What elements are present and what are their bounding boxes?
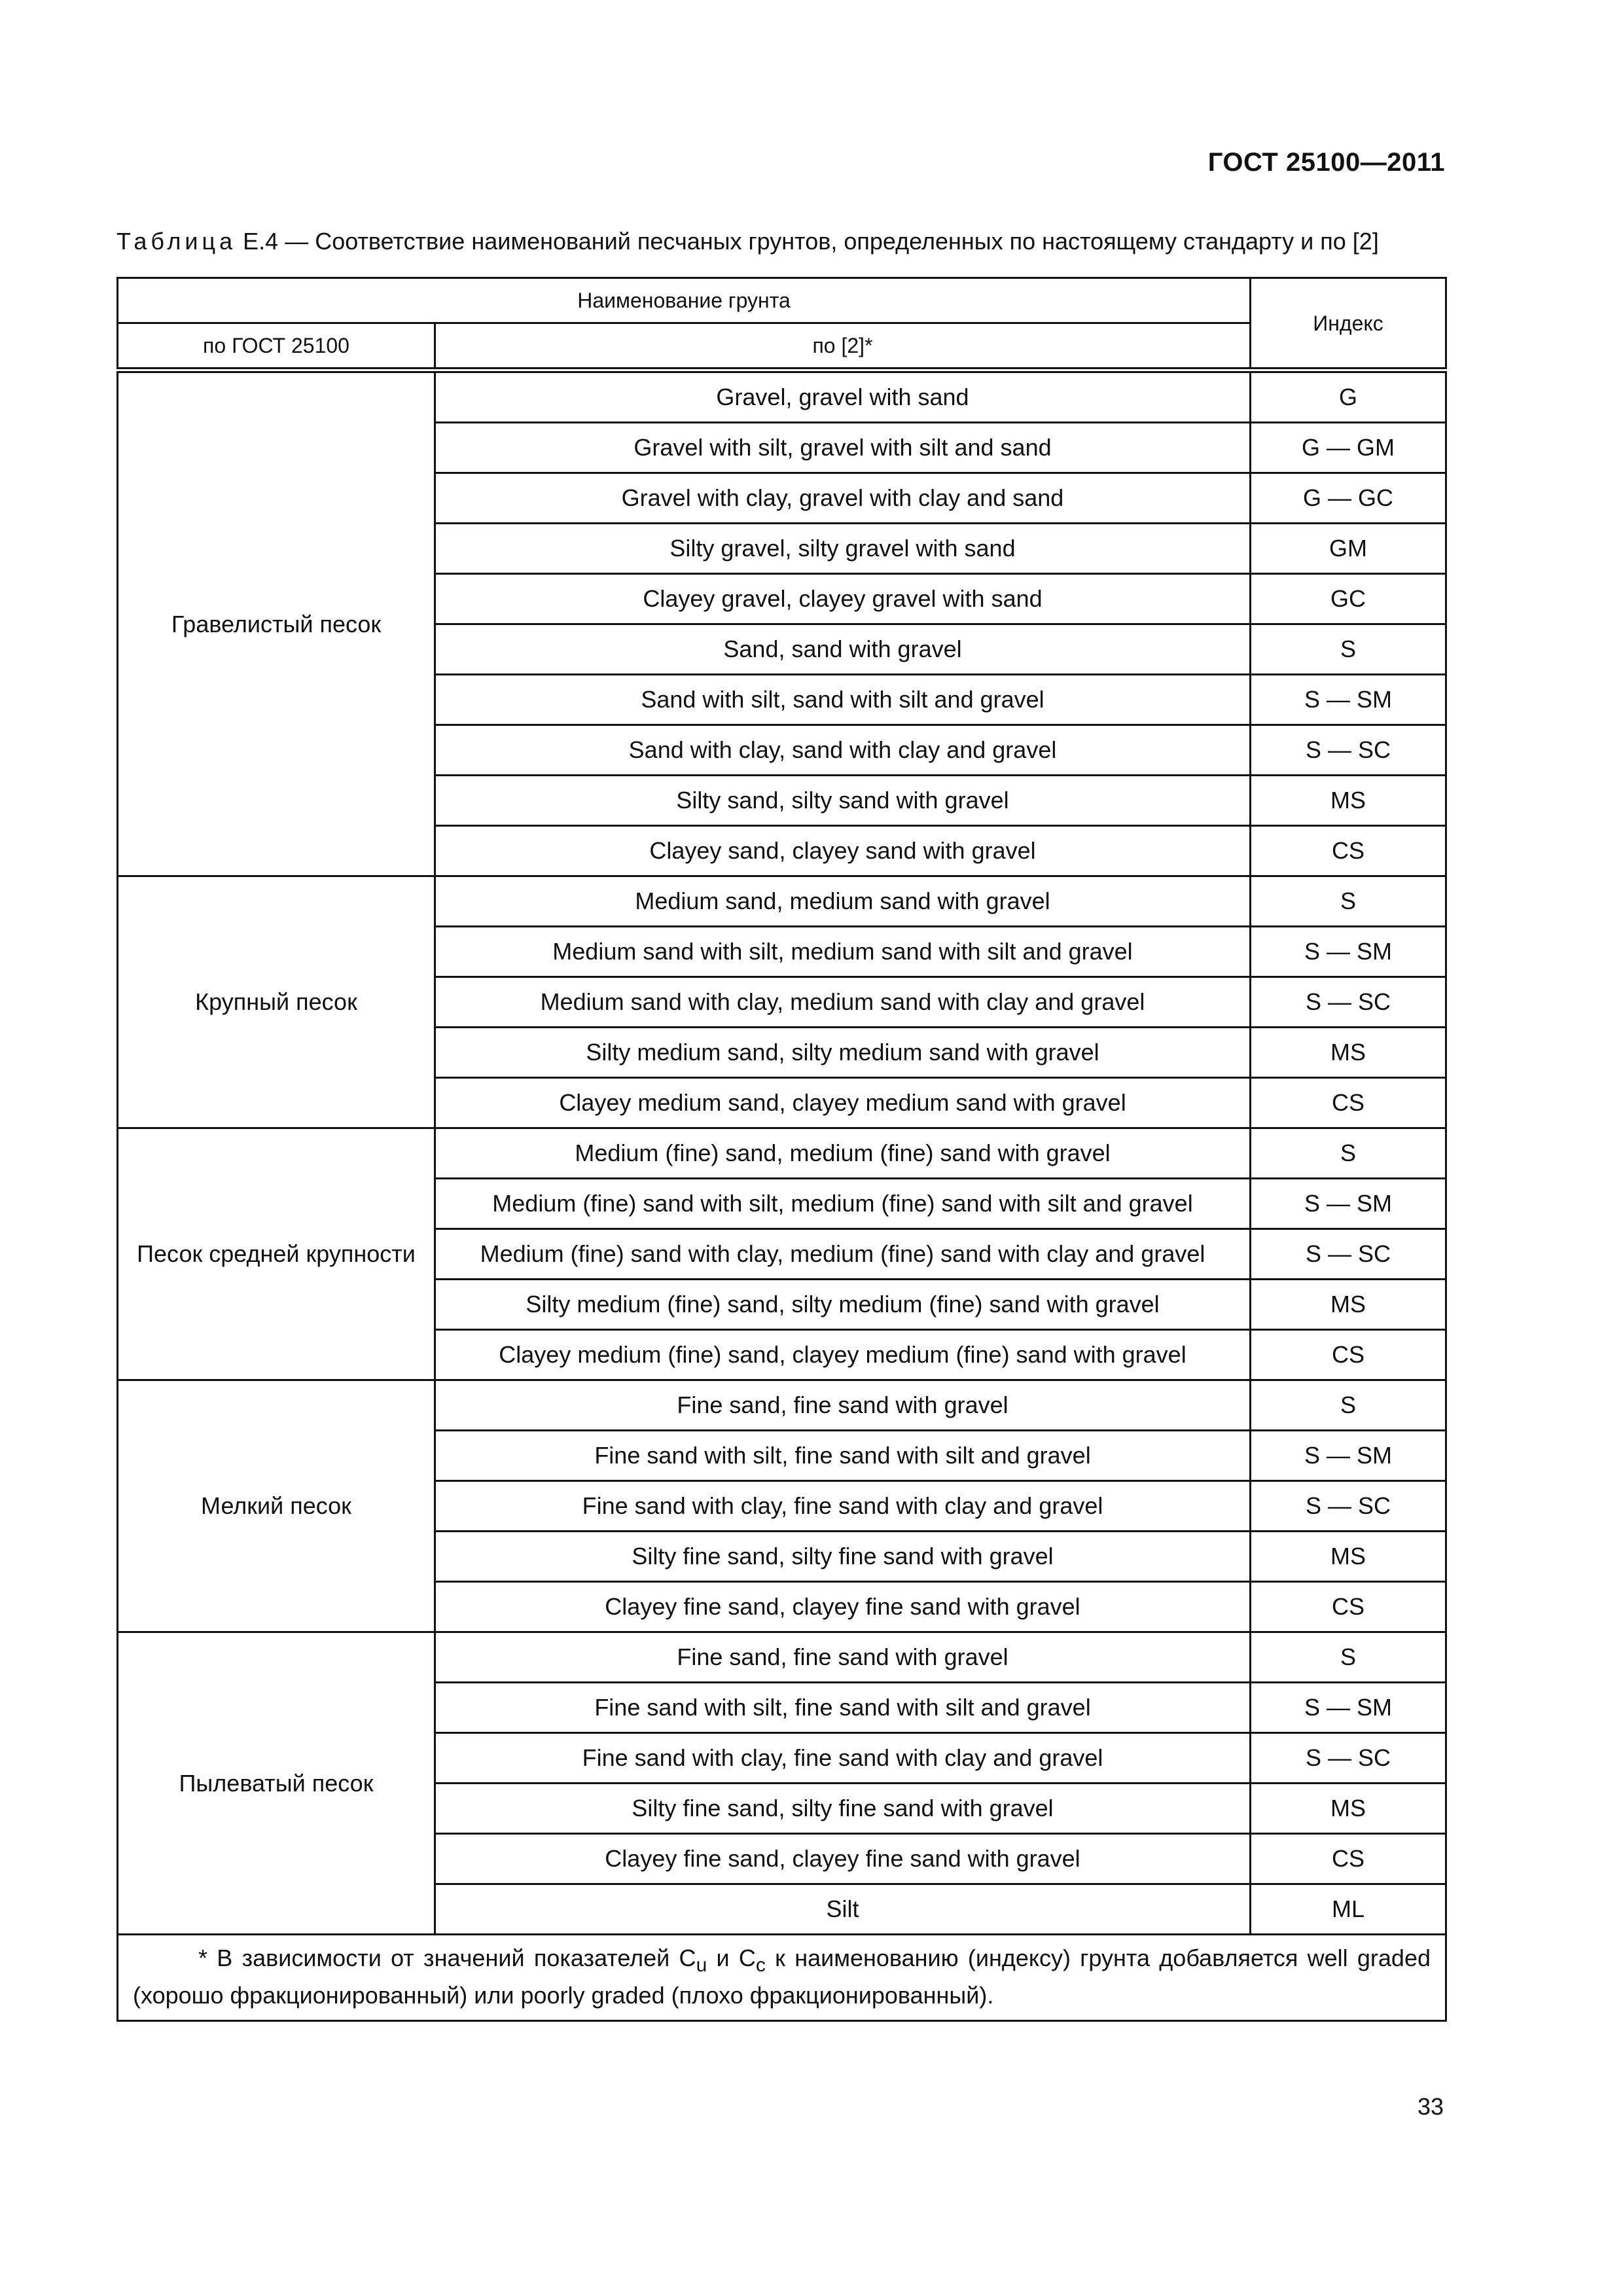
soil-name-reference: Silty gravel, silty gravel with sand xyxy=(435,524,1251,574)
soil-index: G — GC xyxy=(1251,473,1446,524)
header-reference: по [2]* xyxy=(435,323,1251,370)
soil-index: S xyxy=(1251,624,1446,675)
soil-index: G — GM xyxy=(1251,423,1446,473)
soil-name-reference: Medium sand, medium sand with gravel xyxy=(435,876,1251,927)
soil-index: S xyxy=(1251,1128,1446,1179)
soil-name-reference: Clayey medium sand, clayey medium sand with gravel xyxy=(435,1078,1251,1128)
footnote-text-2: и C xyxy=(707,1945,756,1971)
soil-name-reference: Medium (fine) sand, medium (fine) sand with gravel xyxy=(435,1128,1251,1179)
soil-name-reference: Silty medium (fine) sand, silty medium (fine) sand with gravel xyxy=(435,1280,1251,1330)
soil-index: GM xyxy=(1251,524,1446,574)
soil-name-reference: Medium (fine) sand with clay, medium (fine) sand with clay and gravel xyxy=(435,1229,1251,1280)
table-row xyxy=(118,370,1446,423)
table-row xyxy=(118,1128,1446,1179)
soil-names-table xyxy=(116,277,1447,2022)
footnote-subscript-c: c xyxy=(755,1954,766,1977)
soil-index: CS xyxy=(1251,826,1446,876)
soil-name-reference: Gravel with clay, gravel with clay and sand xyxy=(435,473,1251,524)
soil-index: S — SM xyxy=(1251,1431,1446,1481)
header-index: Индекс xyxy=(1251,278,1446,370)
soil-name-reference: Medium sand with clay, medium sand with clay and gravel xyxy=(435,977,1251,1028)
soil-name-reference: Clayey medium (fine) sand, clayey medium (fine) sand with gravel xyxy=(435,1330,1251,1380)
soil-index: S — SC xyxy=(1251,1229,1446,1280)
soil-name-reference: Silty sand, silty sand with gravel xyxy=(435,776,1251,826)
soil-index: ML xyxy=(1251,1884,1446,1935)
soil-name-reference: Sand with clay, sand with clay and gravel xyxy=(435,725,1251,776)
header-soil-name: Наименование грунта xyxy=(118,278,1251,323)
soil-name-reference: Gravel with silt, gravel with silt and sand xyxy=(435,423,1251,473)
soil-index: MS xyxy=(1251,1784,1446,1834)
footnote-row xyxy=(118,1935,1446,2021)
soil-index: S — SC xyxy=(1251,977,1446,1028)
soil-index: MS xyxy=(1251,776,1446,826)
soil-index: S — SC xyxy=(1251,1733,1446,1784)
soil-index: S xyxy=(1251,876,1446,927)
soil-name-reference: Silty fine sand, silty fine sand with gravel xyxy=(435,1784,1251,1834)
soil-group-name: Гравелистый песок xyxy=(118,370,435,876)
soil-group-name: Мелкий песок xyxy=(118,1380,435,1632)
soil-index: MS xyxy=(1251,1028,1446,1078)
soil-name-reference: Fine sand with silt, fine sand with silt and gravel xyxy=(435,1431,1251,1481)
table-footnote xyxy=(118,1935,1446,2021)
soil-index: CS xyxy=(1251,1834,1446,1884)
soil-index: S — SC xyxy=(1251,1481,1446,1532)
soil-index: GC xyxy=(1251,574,1446,624)
table-caption-text: Е.4 — Соответствие наименований песчаных грунтов, определенных по настоящему стандарту и по [2] xyxy=(236,228,1379,255)
footnote-text-3: к наименованию (индексу) грунта добавляется well graded (хорошо фракционированный) или poorly graded (плохо фракционированный). xyxy=(133,1945,1431,2009)
footnote-mark: * xyxy=(198,1945,208,1971)
soil-name-reference: Silty medium sand, silty medium sand with gravel xyxy=(435,1028,1251,1078)
soil-index: S — SM xyxy=(1251,927,1446,977)
header-gost: по ГОСТ 25100 xyxy=(118,323,435,370)
soil-index: S — SC xyxy=(1251,725,1446,776)
soil-index: S — SM xyxy=(1251,1683,1446,1733)
soil-group-name: Пылеватый песок xyxy=(118,1632,435,1935)
footnote-text-1: В зависимости от значений показателей C xyxy=(207,1945,696,1971)
soil-group-name: Песок средней крупности xyxy=(118,1128,435,1380)
soil-index: S — SM xyxy=(1251,675,1446,725)
soil-index: CS xyxy=(1251,1582,1446,1632)
table-row xyxy=(118,1632,1446,1683)
soil-name-reference: Fine sand with silt, fine sand with silt and gravel xyxy=(435,1683,1251,1733)
soil-name-reference: Medium (fine) sand with silt, medium (fine) sand with silt and gravel xyxy=(435,1179,1251,1229)
table-caption xyxy=(116,228,1524,255)
soil-name-reference: Silt xyxy=(435,1884,1251,1935)
page-number: 33 xyxy=(1417,2093,1444,2120)
soil-name-reference: Fine sand with clay, fine sand with clay and gravel xyxy=(435,1481,1251,1532)
footnote-subscript-u: u xyxy=(696,1954,707,1977)
soil-index: MS xyxy=(1251,1280,1446,1330)
soil-index: CS xyxy=(1251,1078,1446,1128)
soil-name-reference: Fine sand with clay, fine sand with clay and gravel xyxy=(435,1733,1251,1784)
soil-name-reference: Sand with silt, sand with silt and gravel xyxy=(435,675,1251,725)
soil-index: S xyxy=(1251,1380,1446,1431)
soil-name-reference: Clayey fine sand, clayey fine sand with gravel xyxy=(435,1834,1251,1884)
soil-name-reference: Clayey fine sand, clayey fine sand with gravel xyxy=(435,1582,1251,1632)
soil-index: S xyxy=(1251,1632,1446,1683)
soil-name-reference: Gravel, gravel with sand xyxy=(435,370,1251,423)
soil-name-reference: Clayey sand, clayey sand with gravel xyxy=(435,826,1251,876)
soil-name-reference: Fine sand, fine sand with gravel xyxy=(435,1380,1251,1431)
document-standard-header: ГОСТ 25100—2011 xyxy=(1207,148,1445,177)
table-caption-label: Таблица xyxy=(116,228,237,255)
soil-index: MS xyxy=(1251,1532,1446,1582)
table-body xyxy=(118,370,1446,1935)
soil-name-reference: Medium sand with silt, medium sand with silt and gravel xyxy=(435,927,1251,977)
soil-group-name: Крупный песок xyxy=(118,876,435,1128)
soil-index: S — SM xyxy=(1251,1179,1446,1229)
soil-index: G xyxy=(1251,370,1446,423)
soil-name-reference: Sand, sand with gravel xyxy=(435,624,1251,675)
soil-name-reference: Clayey gravel, clayey gravel with sand xyxy=(435,574,1251,624)
soil-name-reference: Silty fine sand, silty fine sand with gravel xyxy=(435,1532,1251,1582)
table-subheader-row xyxy=(118,323,1446,370)
soil-name-reference: Fine sand, fine sand with gravel xyxy=(435,1632,1251,1683)
table-header-row xyxy=(118,278,1446,323)
table-row xyxy=(118,1380,1446,1431)
soil-index: CS xyxy=(1251,1330,1446,1380)
table-row xyxy=(118,876,1446,927)
